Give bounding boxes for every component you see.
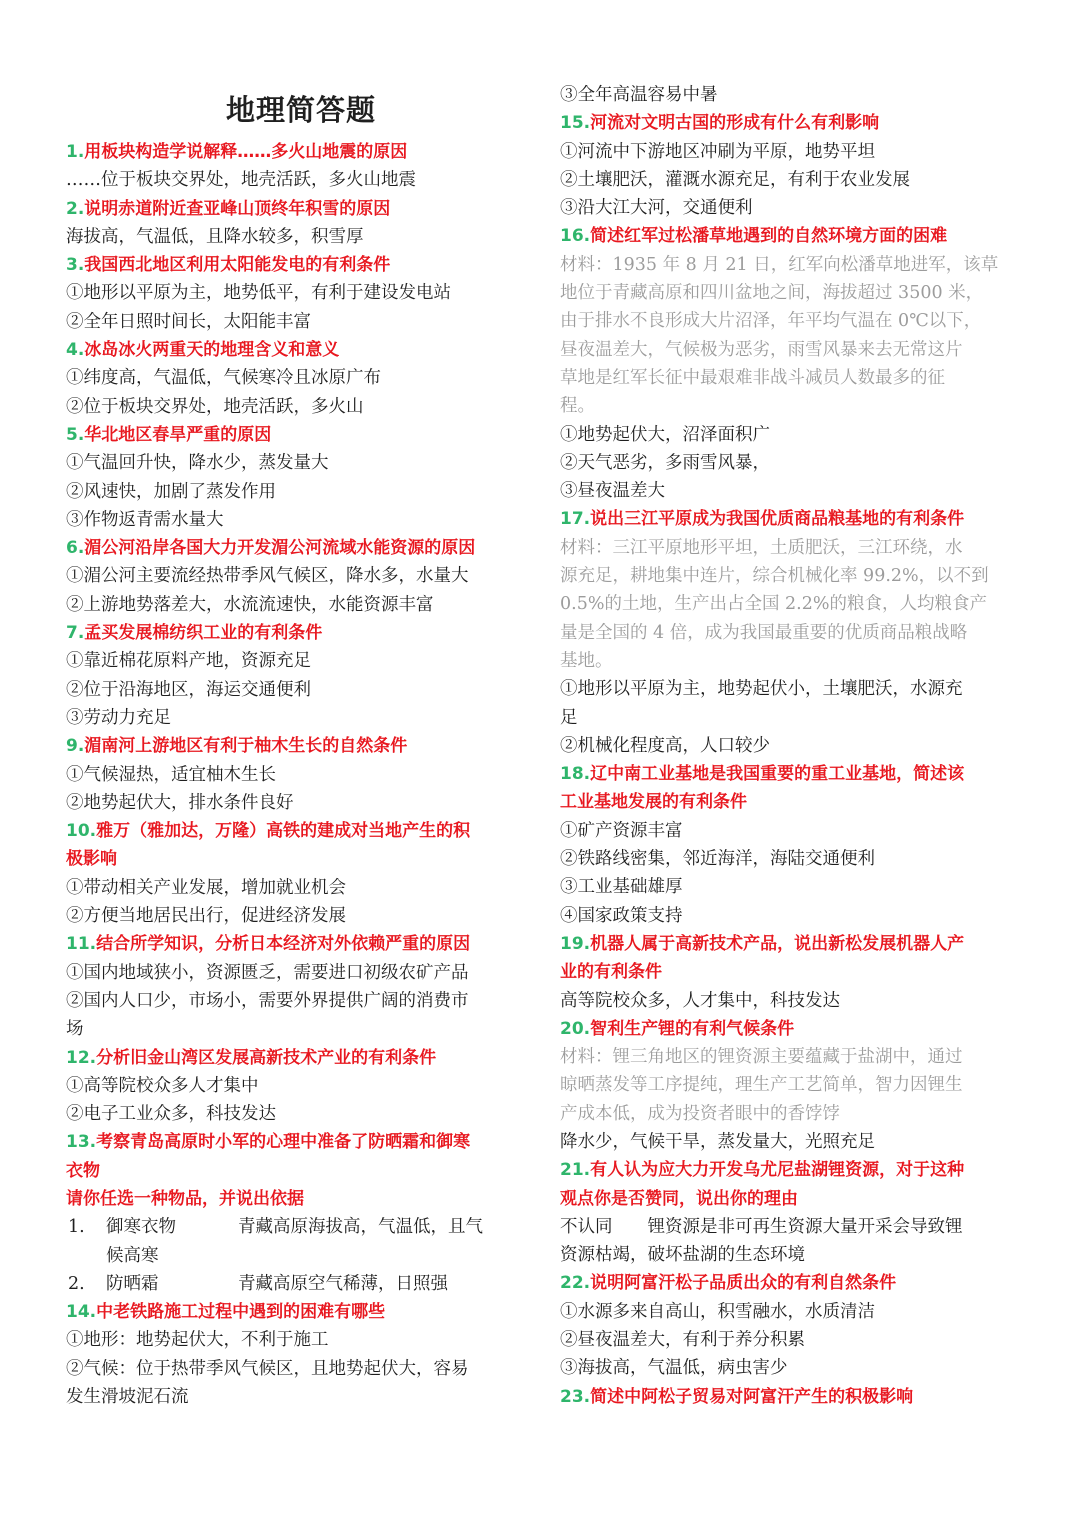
answer-text: ②昼夜温差大，有利于养分积累 <box>560 1330 805 1351</box>
question-heading <box>66 930 536 958</box>
question-text: 衣物 <box>66 1160 100 1181</box>
question-heading <box>66 251 536 279</box>
answer-text: ④国家政策支持 <box>560 905 683 926</box>
question-number: 17. <box>560 509 591 530</box>
answer-text: 不认同 锂资源是非可再生资源大量开采会导致锂 <box>560 1216 963 1237</box>
question-text: 请你任选一种物品，并说出依据 <box>66 1188 304 1209</box>
question-heading <box>560 760 1020 788</box>
question-heading <box>560 505 1020 533</box>
answer-text: ②国内人口少，市场小，需要外界提供广阔的消费市 <box>66 990 469 1011</box>
question-heading <box>66 534 536 562</box>
question-text: 考察青岛高原时小军的心理中准备了防晒霜和御寒 <box>96 1132 471 1153</box>
question-heading <box>66 1298 536 1326</box>
numbered-answer-row <box>66 1213 536 1241</box>
answer-text: ②位于板块交界处，地壳活跃，多火山 <box>66 396 364 417</box>
answer-text: ②气候：位于热带季风气候区，且地势起伏大，容易 <box>66 1358 469 1379</box>
item-reason: 青藏高原空气稀薄，日照强 <box>238 1273 448 1294</box>
answer-text: ①水源多来自高山，积雪融水，水质清洁 <box>560 1301 875 1322</box>
question-heading <box>66 421 536 449</box>
answer-text: ①地形以平原为主，地势低平，有利于建设发电站 <box>66 283 451 304</box>
answer-text: ③沿大江大河，交通便利 <box>560 198 753 219</box>
right-column <box>560 81 1020 1411</box>
question-number: 21. <box>560 1160 591 1181</box>
question-heading <box>560 1015 1020 1043</box>
answer-text: ①国内地域狭小，资源匮乏，需要进口初级农矿产品 <box>66 962 469 983</box>
question-heading <box>560 1383 1020 1411</box>
question-number: 6. <box>66 538 85 559</box>
answer-text: ①矿产资源丰富 <box>560 820 683 841</box>
question-text: 冰岛冰火两重天的地理含义和意义 <box>84 340 340 361</box>
question-text: 智利生产锂的有利气候条件 <box>590 1018 795 1039</box>
answer-text: ②地势起伏大，排水条件良好 <box>66 792 294 813</box>
question-heading <box>66 336 536 364</box>
answer-text: ①纬度高，气温低，气候寒冷且冰原广布 <box>66 368 381 389</box>
question-text: 湄南河上游地区有利于柚木生长的自然条件 <box>84 736 408 757</box>
question-heading <box>66 817 536 845</box>
answer-text: ①气候湿热，适宜柚木生长 <box>66 764 276 785</box>
question-heading <box>66 619 536 647</box>
answer-text: ①带动相关产业发展，增加就业机会 <box>66 877 346 898</box>
question-text: 机器人属于高新技术产品，说出新松发展机器人产 <box>590 933 965 954</box>
question-text: 孟买发展棉纺织工业的有利条件 <box>84 623 323 644</box>
question-heading <box>66 732 536 760</box>
answer-text: ①河流中下游地区冲刷为平原，地势平坦 <box>560 141 875 162</box>
item-number <box>66 1242 106 1270</box>
answer-text: ①气温回升快，降水少，蒸发量大 <box>66 453 329 474</box>
question-text: 用板块构造学说解释……多火山地震的原因 <box>84 142 408 162</box>
answer-text: ②机械化程度高，人口较少 <box>560 735 770 756</box>
question-heading <box>66 138 536 166</box>
question-heading <box>560 222 1020 250</box>
question-heading <box>560 958 1020 986</box>
answer-text: 降水少，气候干旱，蒸发量大，光照充足 <box>560 1131 875 1152</box>
answer-text: ③昼夜温差大 <box>560 481 665 502</box>
answer-text: ③作物返青需水量大 <box>66 509 224 530</box>
material-text: 量是全国的 4 倍，成为我国最重要的优质商品粮战略 <box>560 622 968 643</box>
answer-text: 高等院校众多，人才集中，科技发达 <box>560 990 840 1011</box>
question-text: 辽中南工业基地是我国重要的重工业基地，简述该 <box>590 764 965 785</box>
answer-text: ③劳动力充足 <box>66 707 171 728</box>
question-number: 18. <box>560 764 591 785</box>
question-text: 简述红军过松潘草地遇到的自然环境方面的困难 <box>590 226 948 247</box>
question-text: 中老铁路施工过程中遇到的困难有哪些 <box>96 1302 386 1323</box>
question-number: 9. <box>66 736 85 757</box>
material-text: 源充足，耕地集中连片，综合机械化率 99.2%，以不到 <box>560 566 989 587</box>
page-title: 地理简答题 <box>225 93 376 127</box>
question-number: 10. <box>66 821 97 842</box>
question-text: 我国西北地区利用太阳能发电的有利条件 <box>84 255 391 276</box>
answer-text: 资源枯竭，破坏盐湖的生态环境 <box>560 1245 805 1266</box>
answer-text: ②全年日照时间长，太阳能丰富 <box>66 311 311 332</box>
answer-text: ②天气恶劣，多雨雪风暴， <box>560 452 770 473</box>
left-content <box>66 138 536 1411</box>
question-number: 12. <box>66 1047 97 1068</box>
question-text: 说明赤道附近查亚峰山顶终年积雪的原因 <box>84 198 391 219</box>
question-number: 3. <box>66 255 85 276</box>
question-number: 1. <box>66 142 85 162</box>
question-text: 有人认为应大力开发乌尤尼盐湖锂资源，对于这种 <box>590 1160 965 1181</box>
material-text: 材料：1935 年 8 月 21 日，红军向松潘草地进军，该草 <box>560 254 999 275</box>
answer-text: 海拔高，气温低，且降水较多，积雪厚 <box>66 226 364 247</box>
question-heading <box>560 788 1020 816</box>
numbered-answer-row <box>66 1270 536 1298</box>
answer-text: ②风速快，加剧了蒸发作用 <box>66 481 276 502</box>
left-column <box>66 82 536 1411</box>
question-text: 华北地区春旱严重的原因 <box>84 424 272 445</box>
material-text: 昼夜温差大，气候极为恶劣，雨雪风暴来去无常这片 <box>560 339 963 360</box>
answer-text: ②上游地势落差大，水流流速快，水能资源丰富 <box>66 594 434 615</box>
question-number: 7. <box>66 623 85 644</box>
answer-text: ②铁路线密集，邻近海洋，海陆交通便利 <box>560 849 875 870</box>
item-number: 2. <box>68 1273 85 1294</box>
question-text: 极影响 <box>66 849 117 870</box>
question-text: 河流对文明古国的形成有什么有利影响 <box>590 113 880 134</box>
item-name: 候高寒 <box>106 1245 159 1266</box>
question-heading <box>66 195 536 223</box>
answer-text: ……位于板块交界处，地壳活跃，多火山地震 <box>66 170 416 191</box>
question-heading <box>560 1269 1020 1297</box>
question-heading <box>66 845 536 873</box>
answer-text: ①地形：地势起伏大，不利于施工 <box>66 1330 329 1351</box>
question-number: 2. <box>66 198 85 219</box>
question-text: 业的有利条件 <box>560 962 662 983</box>
answer-text: ②位于沿海地区，海运交通便利 <box>66 679 311 700</box>
material-text: 材料：锂三角地区的锂资源主要蕴藏于盐湖中，通过 <box>560 1047 963 1068</box>
question-text: 简述中阿松子贸易对阿富汗产生的积极影响 <box>590 1386 914 1407</box>
item-number: 1. <box>68 1217 85 1238</box>
answer-text: ①湄公河主要流经热带季风气候区，降水多，水量大 <box>66 566 469 587</box>
question-number: 20. <box>560 1018 591 1039</box>
answer-text: ②方便当地居民出行，促进经济发展 <box>66 906 346 927</box>
question-heading <box>560 1185 1020 1213</box>
question-number: 15. <box>560 113 591 134</box>
material-text: 晾晒蒸发等工序提纯，理生产工艺简单，智力因锂生 <box>560 1075 963 1096</box>
question-number: 22. <box>560 1273 591 1294</box>
item-reason <box>238 1242 536 1270</box>
question-text: 分析旧金山湾区发展高新技术产业的有利条件 <box>96 1047 437 1068</box>
answer-text: ①地形以平原为主，地势起伏小，土壤肥沃，水源充 <box>560 679 963 700</box>
answer-text: 足 <box>560 707 578 728</box>
question-heading <box>560 930 1020 958</box>
question-text: 说出三江平原成为我国优质商品粮基地的有利条件 <box>590 509 965 530</box>
question-number: 14. <box>66 1302 97 1323</box>
material-text: 程。 <box>560 396 595 417</box>
item-reason: 青藏高原海拔高，气温低，且气 <box>238 1217 483 1238</box>
question-number: 16. <box>560 226 591 247</box>
question-heading <box>560 1156 1020 1184</box>
answer-text: ①靠近棉花原料产地，资源充足 <box>66 651 311 672</box>
question-text: 结合所学知识，分析日本经济对外依赖严重的原因 <box>96 934 471 955</box>
answer-text: 场 <box>66 1019 84 1040</box>
material-text: 地位于青藏高原和四川盆地之间，海拔超过 3500 米， <box>560 283 984 304</box>
question-number: 23. <box>560 1386 591 1407</box>
answer-text: 发生滑坡泥石流 <box>66 1387 189 1408</box>
question-text: 湄公河沿岸各国大力开发湄公河流域水能资源的原因 <box>84 538 476 559</box>
question-number: 13. <box>66 1132 97 1153</box>
answer-text: ①地势起伏大，沼泽面积广 <box>560 424 770 445</box>
answer-text: ③全年高温容易中暑 <box>560 85 718 105</box>
answer-text: ②电子工业众多，科技发达 <box>66 1104 276 1125</box>
item-name: 防晒霜 <box>106 1273 159 1294</box>
material-text: 基地。 <box>560 650 613 671</box>
answer-text: ③工业基础雄厚 <box>560 877 683 898</box>
material-text: 产成本低，成为投资者眼中的香饽饽 <box>560 1103 840 1124</box>
material-text: 0.5%的土地，生产出占全国 2.2%的粮食，人均粮食产 <box>560 594 987 615</box>
question-heading <box>66 1044 536 1072</box>
question-number: 4. <box>66 340 85 361</box>
question-number: 19. <box>560 933 591 954</box>
answer-text: ②土壤肥沃，灌溉水源充足，有利于农业发展 <box>560 169 910 190</box>
question-text: 工业基地发展的有利条件 <box>560 792 747 813</box>
question-heading <box>560 109 1020 137</box>
material-text: 由于排水不良形成大片沼泽，年平均气温在 0℃以下， <box>560 311 982 332</box>
question-text: 雅万（雅加达，万隆）高铁的建成对当地产生的积 <box>96 821 471 842</box>
material-text: 草地是红军长征中最艰难非战斗减员人数最多的征 <box>560 367 945 388</box>
question-number: 5. <box>66 424 85 445</box>
question-heading <box>66 1157 536 1185</box>
item-name: 御寒衣物 <box>106 1217 176 1238</box>
answer-text: ③海拔高，气温低，病虫害少 <box>560 1358 788 1379</box>
question-heading <box>66 1128 536 1156</box>
question-text: 说明阿富汗松子品质出众的有利自然条件 <box>590 1273 897 1294</box>
numbered-answer-row <box>66 1242 536 1270</box>
right-content <box>560 81 1020 1411</box>
answer-text: ①高等院校众多人才集中 <box>66 1075 259 1096</box>
question-heading <box>66 1185 536 1213</box>
material-text: 材料：三江平原地形平坦，土质肥沃，三江环绕，水 <box>560 537 963 558</box>
question-text: 观点你是否赞同，说出你的理由 <box>560 1188 798 1209</box>
question-number: 11. <box>66 934 97 955</box>
